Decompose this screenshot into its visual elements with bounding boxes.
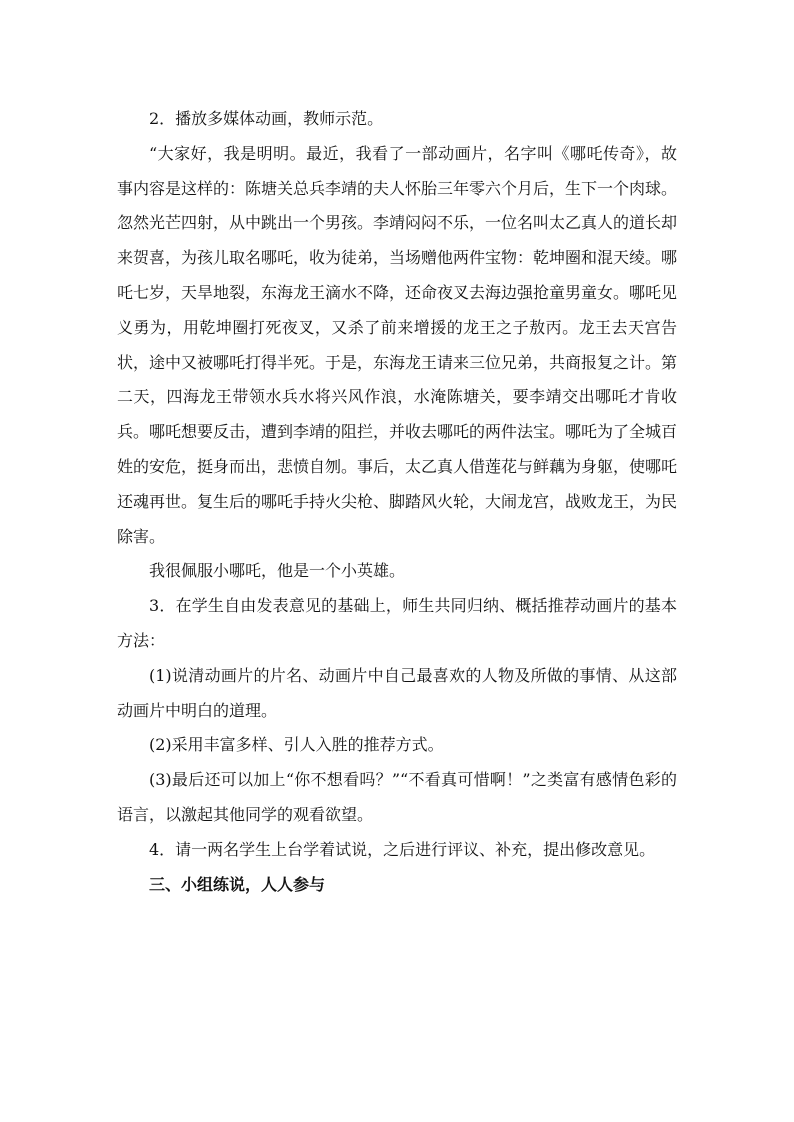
step-2-paragraph: 2．播放多媒体动画，教师示范。 [149,109,384,128]
step-3-paragraph: 3．在学生自由发表意见的基础上，师生共同归纳、概括推荐动画片的基本方法： [117,596,677,650]
step-4-paragraph: 4．请一两名学生上台学着试说，之后进行评议、补充，提出修改意见。 [149,839,656,859]
method-1-paragraph: (1)说清动画片的片名、动画片中自己最喜欢的人物及所做的事情、从这部动画片中明白的道理。 [117,665,677,720]
section-heading: 三、小组练说，人人参与 [149,874,326,894]
method-3-paragraph: (3)最后还可以加上“你不想看吗？”“不看真可惜啊！”之类富有感情色彩的语言，以激起其他同学的观看欲望。 [117,770,677,824]
story-paragraph: “大家好，我是明明。最近，我看了一部动画片，名字叫《哪吒传奇》，故事内容是这样的：陈塘关总兵李靖的夫人怀胎三年零六个月后，生下一个肉球。忽然光芒四射，从中跳出一个男孩。李靖闷闷不乐，一位名叫太乙真人的道长却来贺喜，为孩儿取名哪吒，收为徒弟，当场赠他两件宝物：乾坤圈和混天绫。哪吒七岁，天旱地裂，东海龙王滴水不降，还命夜叉去海边强抢童男童女。哪吒见义勇为，用乾坤圈打死夜叉，又杀了前来增援的龙王之子敖丙。龙王去天宫告状，途中又被哪吒打得半死。于是，东海龙王请来三位兄弟，共商报复之计。第二天，四海龙王带领水兵水将兴风作浪，水淹陈塘关，要李靖交出哪吒才肯收兵。哪吒想要反击，遭到李靖的阻拦，并收去哪吒的两件法宝。哪吒为了全城百姓的安危，挺身而出，悲愤自刎。事后，太乙真人借莲花与鲜藕为身躯，使哪吒还魂再世。复生后的哪吒手持火尖枪、脚踏风火轮，大闹龙宫，战败龙王，为民除害。 [117,143,678,546]
admiration-paragraph: 我很佩服小哪吒，他是一个小英雄。 [149,561,406,581]
method-2-paragraph: (2)采用丰富多样、引人入胜的推荐方式。 [149,735,444,755]
